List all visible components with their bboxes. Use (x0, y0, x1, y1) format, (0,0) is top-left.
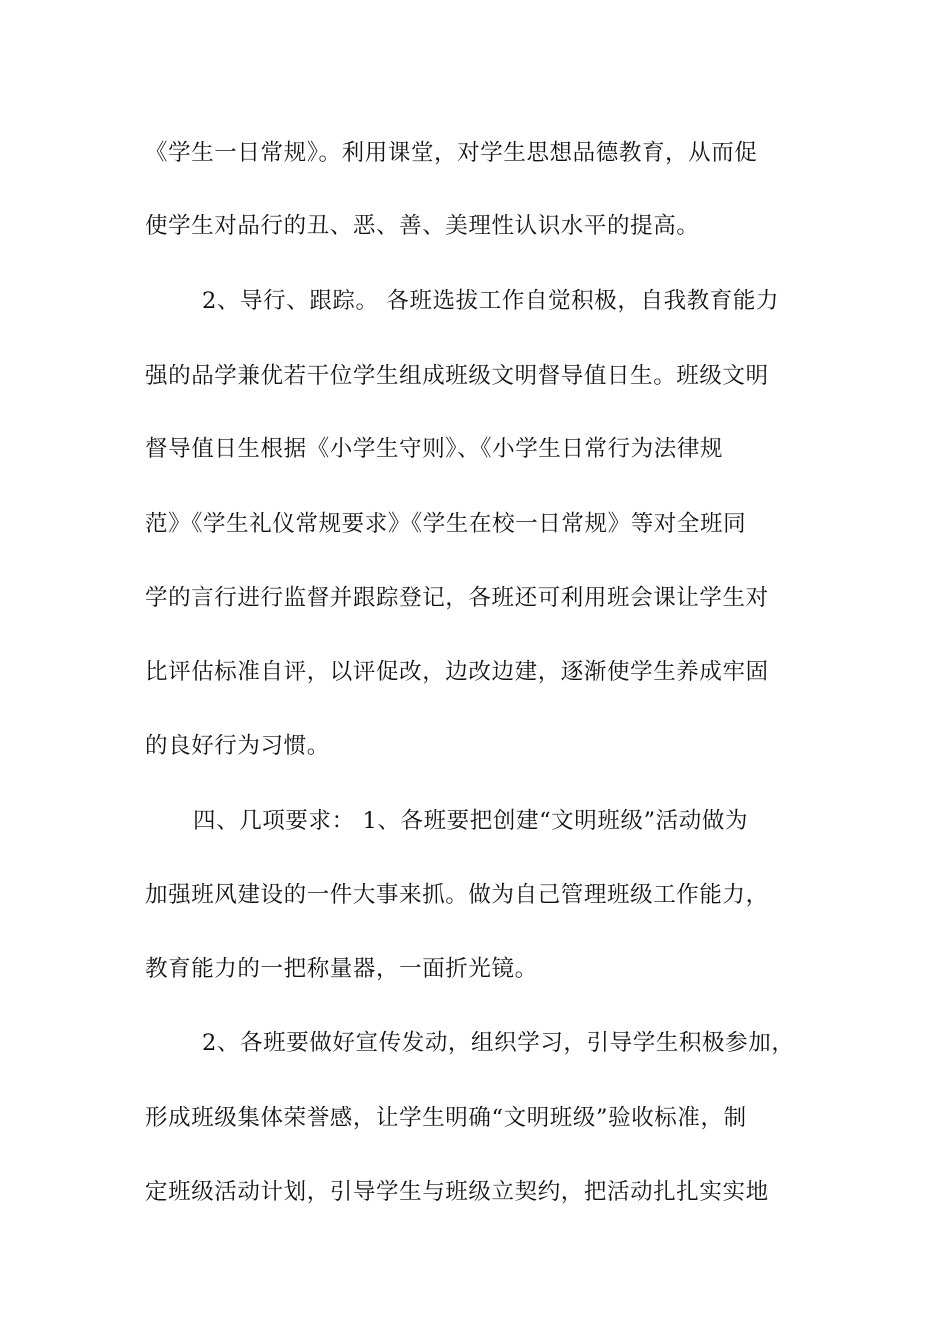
text-line-8: 比评估标准自评，以评促改，边改边建，逐渐使学生养成牢固 (145, 659, 769, 685)
text-line-2: 使学生对品行的丑、恶、善、美理性认识水平的提高。 (145, 213, 700, 239)
text-line-3: 2、导行、跟踪。 各班选拔工作自觉积极，自我教育能力 (202, 288, 780, 314)
text-line-14: 形成班级集体荣誉感，让学生明确“文明班级”验收标准，制 (145, 1105, 747, 1131)
text-line-9: 的良好行为习惯。 (145, 733, 330, 759)
text-line-15: 定班级活动计划，引导学生与班级立契约，把活动扎扎实实地 (145, 1179, 769, 1205)
text-line-7: 学的言行进行监督并跟踪登记，各班还可利用班会课让学生对 (145, 585, 769, 611)
text-line-4: 强的品学兼优若干位学生组成班级文明督导值日生。班级文明 (145, 363, 769, 389)
text-line-13: 2、各班要做好宣传发动，组织学习，引导学生积极参加， (202, 1030, 795, 1056)
text-line-1: 《学生一日常规》。利用课堂，对学生思想品德教育，从而促 (145, 140, 758, 166)
text-line-10: 四、几项要求： 1、各班要把创建“文明班级”活动做为 (193, 808, 749, 834)
text-line-5: 督导值日生根据《小学生守则》、《小学生日常行为法律规 (145, 436, 724, 462)
text-line-6: 范》《学生礼仪常规要求》《学生在校一日常规》等对全班同 (145, 511, 747, 537)
text-line-11: 加强班风建设的一件大事来抓。做为自己管理班级工作能力， (145, 882, 769, 908)
text-line-12: 教育能力的一把称量器，一面折光镜。 (145, 956, 538, 982)
